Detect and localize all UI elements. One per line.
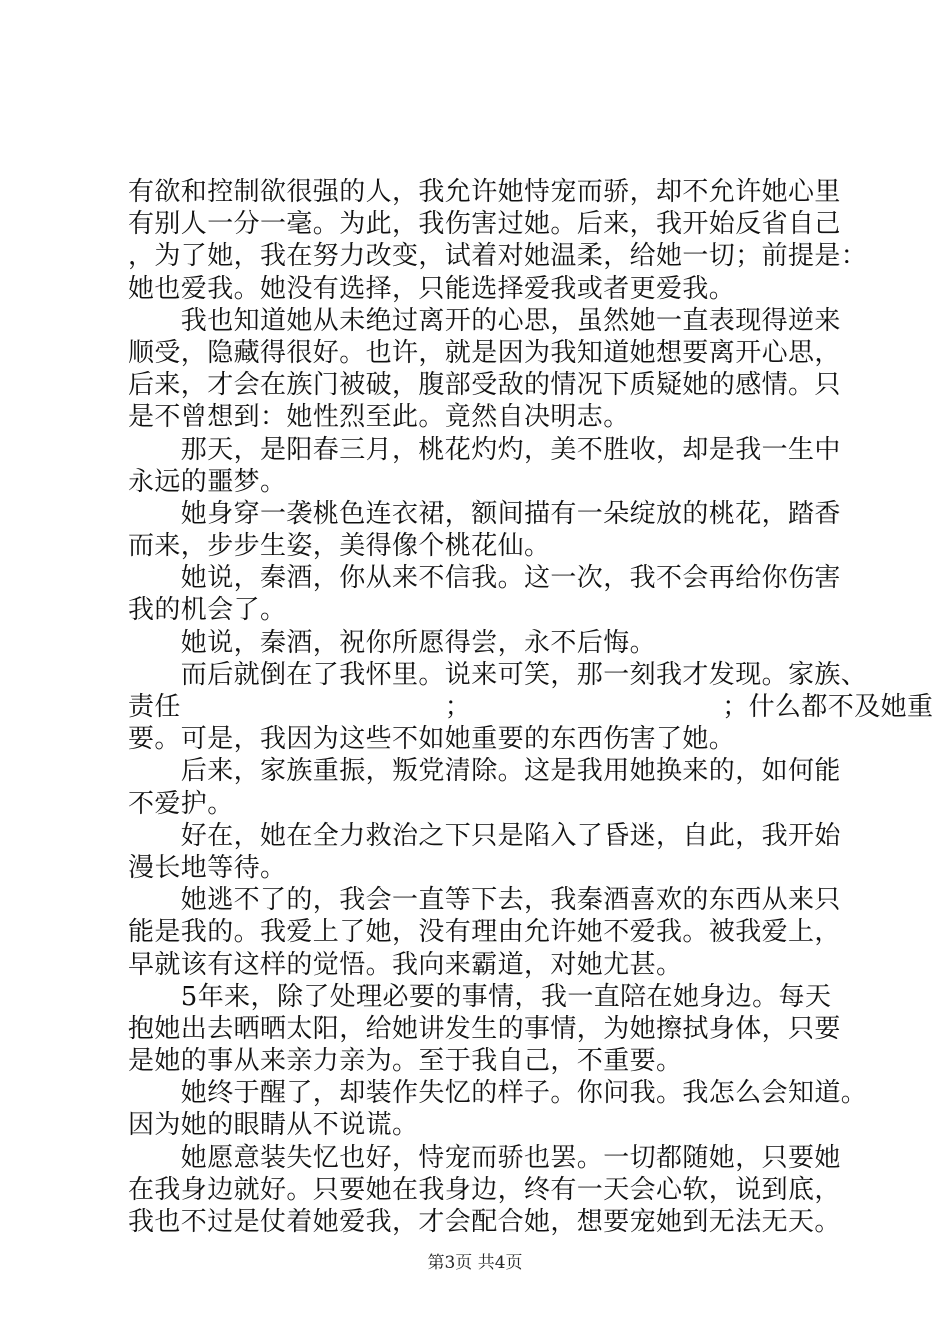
- text-line: 抱她出去晒晒太阳，给她讲发生的事情，为她擦拭身体，只要: [128, 1013, 841, 1044]
- text-line: 有别人一分一毫。为此，我伤害过她。后来，我开始反省自己: [128, 209, 841, 240]
- text-line: 能是我的。我爱上了她，没有理由允许她不爱我。被我爱上，: [128, 917, 841, 948]
- text-line: 她逃不了的，我会一直等下去，我秦酒喜欢的东西从来只: [128, 885, 841, 916]
- page-footer: 第3页 共4页: [427, 1253, 523, 1273]
- text-line: 后来，家族重振，叛党清除。这是我用她换来的，如何能: [128, 756, 841, 787]
- text-line: 有欲和控制欲很强的人，我允许她恃宠而骄，却不允许她心里: [128, 177, 841, 207]
- text-line: ，为了她，我在努力改变，试着对她温柔，给她一切；前提是：: [128, 241, 868, 272]
- text-line: 那天，是阳春三月，桃花灼灼，美不胜收，却是我一生中: [128, 434, 841, 465]
- text-line: 漫长地等待。: [128, 852, 287, 883]
- body-text: [128, 176, 934, 1238]
- text-line: 而后就倒在了我怀里。说来可笑，那一刻我才发现。家族、: [128, 659, 868, 690]
- text-line: 她身穿一袭桃色连衣裙，额间描有一朵绽放的桃花，踏香: [128, 498, 841, 529]
- text-line: 好在，她在全力救治之下只是陷入了昏迷，自此，我开始: [128, 820, 841, 851]
- text-line: 不爱护。: [128, 788, 234, 819]
- text-line: 而来，步步生姿，美得像个桃花仙。: [128, 531, 551, 562]
- text-line: 永远的噩梦。: [128, 466, 287, 497]
- text-line: 责任 ； ；什么都不及她重: [128, 692, 934, 722]
- text-line: 要。可是，我因为这些不如她重要的东西伤害了她。: [128, 724, 736, 755]
- text-line: 因为她的眼睛从不说谎。: [128, 1110, 419, 1141]
- text-line: 顺受，隐藏得很好。也许，就是因为我知道她想要离开心思，: [128, 337, 841, 368]
- text-line: 早就该有这样的觉悟。我向来霸道，对她尤甚。: [128, 949, 683, 980]
- text-line: 5年来，除了处理必要的事情，我一直陪在她身边。每天: [128, 981, 832, 1012]
- text-line: 在我身边就好。只要她在我身边，终有一天会心软，说到底，: [128, 1174, 841, 1205]
- text-line: 我也不过是仗着她爱我，才会配合她，想要宠她到无法无天。: [128, 1207, 841, 1237]
- text-line: 她说，秦酒，你从来不信我。这一次，我不会再给你伤害: [128, 563, 841, 594]
- text-line: 她终于醒了，却装作失忆的样子。你问我。我怎么会知道。: [128, 1078, 868, 1109]
- text-line: 她说，秦酒，祝你所愿得尝，永不后悔。: [128, 627, 657, 658]
- text-line: 她也爱我。她没有选择，只能选择爱我或者更爱我。: [128, 273, 736, 304]
- text-line: 后来，才会在族门被破，腹部受敌的情况下质疑她的感情。只: [128, 370, 841, 401]
- text-line: 是不曾想到：她性烈至此。竟然自决明志。: [128, 402, 630, 433]
- text-line: 我也知道她从未绝过离开的心思，虽然她一直表现得逆来: [128, 305, 841, 336]
- text-line: 她愿意装失忆也好，恃宠而骄也罢。一切都随她，只要她: [128, 1142, 841, 1173]
- text-line: 是她的事从来亲力亲为。至于我自己，不重要。: [128, 1046, 683, 1077]
- text-line: 我的机会了。: [128, 595, 287, 626]
